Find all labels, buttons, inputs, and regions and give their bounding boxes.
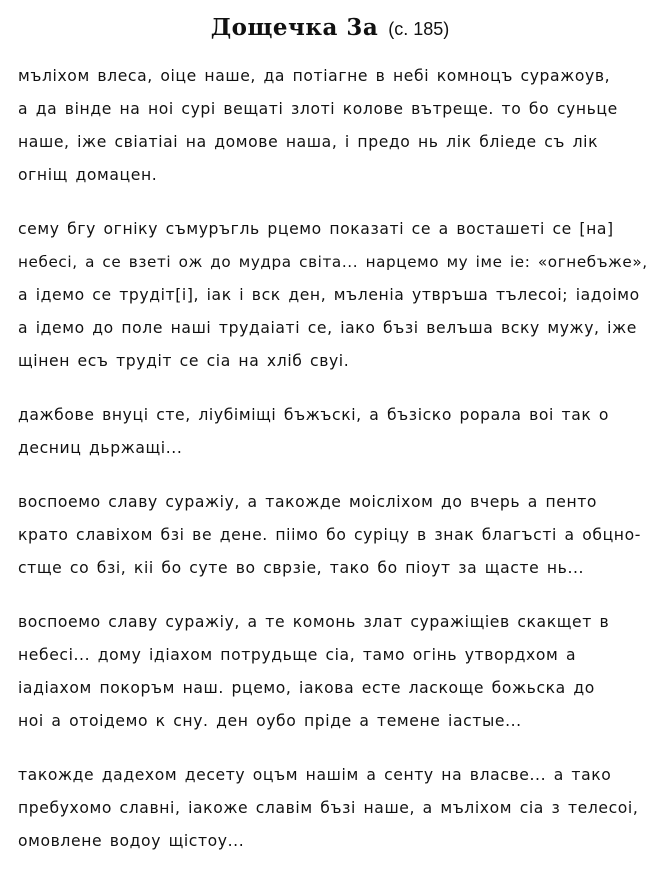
paragraph-1	[18, 60, 648, 192]
paragraph-4	[18, 486, 648, 585]
text-line: огнiщ домацен.	[18, 166, 158, 184]
page-heading	[0, 14, 660, 41]
text-line: мълiхом влеса, оiце наше, да потiагне в небi комноцъ суражоув,	[18, 67, 611, 85]
text-line: небесi... дому iдiахом потрудьще сiа, тамо огiнь утвордхом а	[18, 646, 577, 664]
text-line: дажбове внуцi сте, лiубiмiщi бъжъскi, а бъзiско рорала воi так о	[18, 406, 610, 424]
text-line: омовлене водоу щiстоу...	[18, 832, 245, 850]
document-body	[18, 60, 648, 879]
paragraph-6	[18, 759, 648, 858]
paragraph-3	[18, 399, 648, 465]
text-line: щiнен есъ трудiт се сiа на хлiб свуi.	[18, 352, 350, 370]
text-line: такожде дадехом десету оцъм нашiм а сенту на власве... а тако	[18, 766, 612, 784]
text-line: крато славiхом бзi ве дене. пiiмо бо сурiцу в знак благъстi а обцно-	[18, 526, 641, 544]
text-line: а iдемо до поле нашi трудаiатi се, iако бъзi велъша вску мужу, iже	[18, 319, 637, 337]
text-line: пребухомо славнi, iакоже славiм бъзi наше, а мълiхом сiа з телесоi,	[18, 799, 639, 817]
document-title: Дощечка 3а	[210, 14, 379, 41]
paragraph-5	[18, 606, 648, 738]
text-line: воспоемо славу суражiу, а такожде моiслiхом до вчерь а пенто	[18, 493, 598, 511]
text-line: десниц дьржащi...	[18, 439, 183, 457]
text-line: нoi а отоiдемо к сну. ден оубо прiде а темене iастые...	[18, 712, 522, 730]
text-line: а да вiнде на нoi сурi вещатi злотi колове вътреще. то бо суньце	[18, 100, 618, 118]
text-line: стще со бзi, кii бо суте во сврзiе, тако бо пiоут за щасте нь...	[18, 559, 585, 577]
paragraph-2	[18, 213, 648, 378]
text-line: iадiахом покоръм наш. рцемо, iакова есте ласкоще божьска до	[18, 679, 595, 697]
text-line: сему бгу огнiку съмуръгль рцемо показатi се а восташетi се [на]	[18, 220, 614, 238]
text-line: воспоемо славу суражiу, а те комонь злат суражiщiев скакщет в	[18, 613, 610, 631]
text-line: а iдемо се трудiт[i], iак i вск ден, мъленiа утвръша тълесоi; iадоiмо	[18, 286, 640, 304]
text-line: наше, iже свiатiаi на домове наша, i предо нь лiк блiеде съ лiк	[18, 133, 599, 151]
text-line: небесi, а се взетi ож до мудра свiта... нарцемо му iме iе: «огнебъже»,	[18, 253, 648, 271]
page-reference: (с. 185)	[388, 19, 450, 39]
